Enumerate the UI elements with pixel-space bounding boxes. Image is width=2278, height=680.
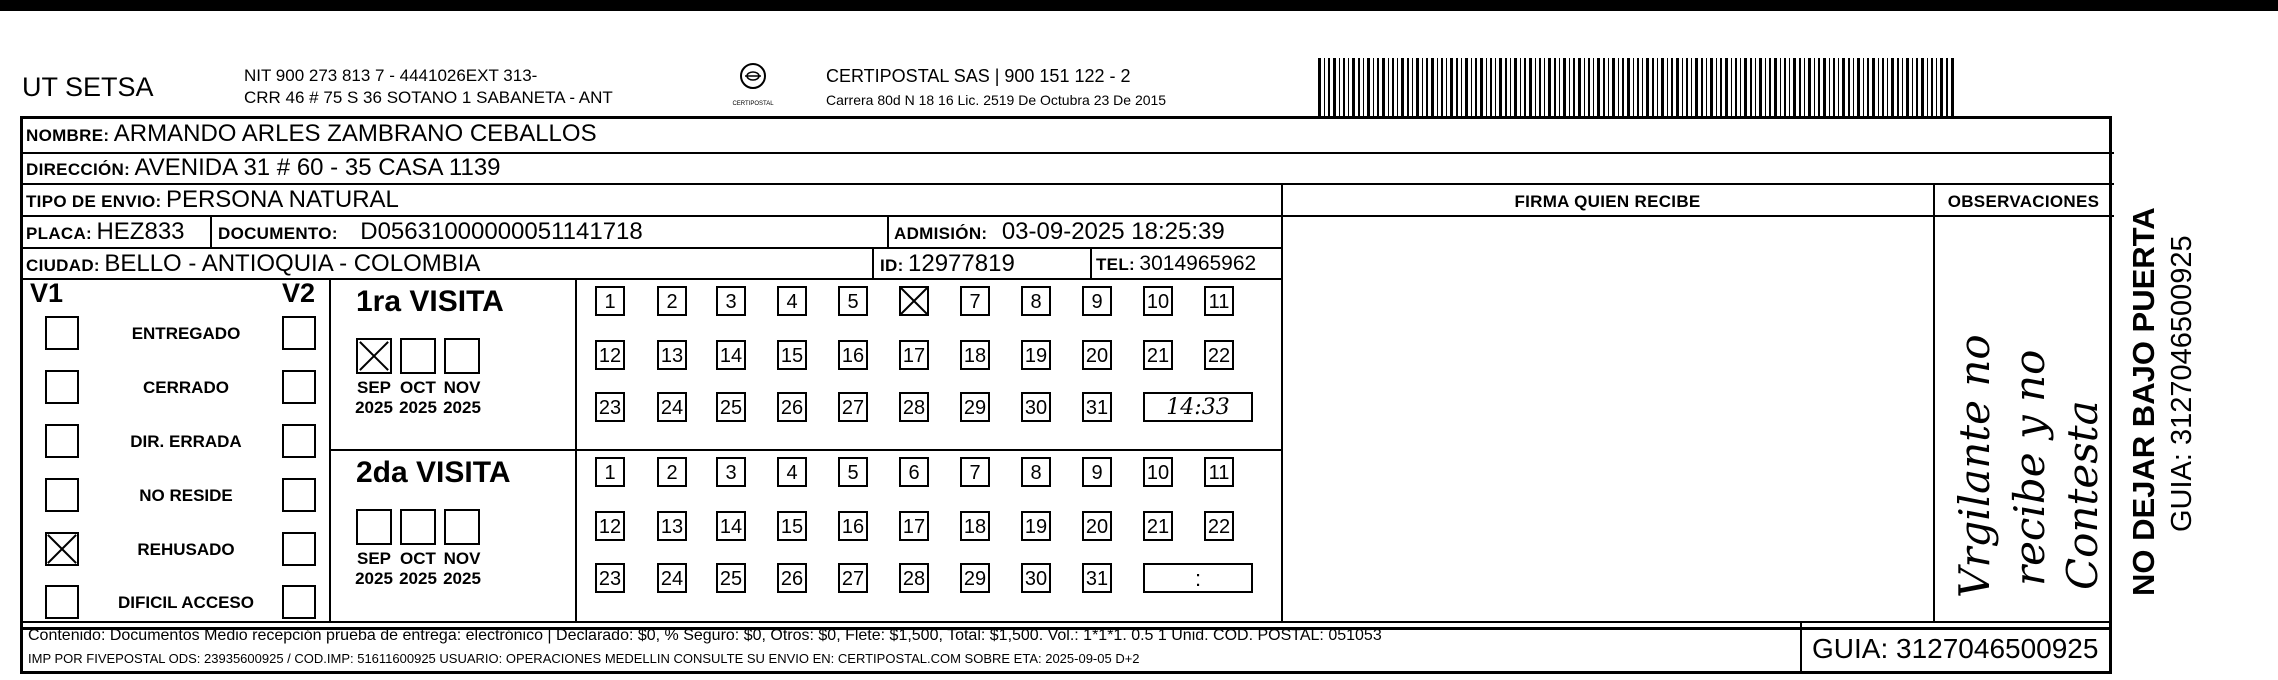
second-visit-day-28[interactable]: 28: [899, 563, 929, 593]
first-visit-day-25[interactable]: 25: [716, 392, 746, 422]
second-visit-day-25[interactable]: 25: [716, 563, 746, 593]
no-dejar-bajo-puerta: NO DEJAR BAJO PUERTA: [2126, 207, 2161, 596]
first-visit-month-nov-label: [437, 378, 487, 418]
status-label-4: NO RESIDE: [139, 486, 233, 505]
admision-row: [894, 218, 1225, 246]
first-visit-day-5[interactable]: 5: [838, 286, 868, 316]
first-visit-day-28[interactable]: 28: [899, 392, 929, 422]
admision-value: 03-09-2025 18:25:39: [1001, 218, 1225, 245]
second-visit-day-19[interactable]: 19: [1021, 511, 1051, 541]
observaciones-handwritten-1: Vrgilante no: [1950, 334, 1999, 598]
first-visit-day-12[interactable]: 12: [595, 340, 625, 370]
first-visit-day-6[interactable]: [899, 286, 929, 316]
placa-label: PLACA:: [26, 224, 93, 243]
nombre-label: NOMBRE:: [26, 126, 110, 145]
row-divider: [1282, 215, 2114, 217]
tipo-value: PERSONA NATURAL: [165, 186, 399, 213]
second-visit-day-12[interactable]: 12: [595, 511, 625, 541]
observaciones-handwritten-3: Contesta: [2058, 400, 2107, 590]
first-visit-day-14[interactable]: 14: [716, 340, 746, 370]
second-visit-time-box[interactable]: :: [1143, 563, 1253, 593]
v2-checkbox-4[interactable]: [282, 478, 316, 512]
v1-label: V1: [30, 278, 64, 308]
second-visit-day-5[interactable]: 5: [838, 457, 868, 487]
observaciones-handwritten-2: recibe y no: [2005, 349, 2054, 586]
observaciones-header: OBSERVACIONES: [1947, 192, 2100, 211]
second-visit-day-7[interactable]: 7: [960, 457, 990, 487]
nombre-row: [26, 120, 597, 148]
second-visit-day-21[interactable]: 21: [1143, 511, 1173, 541]
first-visit-day-18[interactable]: 18: [960, 340, 990, 370]
column-divider: [887, 215, 889, 247]
row-divider: [20, 247, 1282, 249]
second-visit-day-18[interactable]: 18: [960, 511, 990, 541]
first-visit-day-30[interactable]: 30: [1021, 392, 1051, 422]
first-visit-time-box[interactable]: 14:33: [1143, 392, 1253, 422]
first-visit-day-20[interactable]: 20: [1082, 340, 1112, 370]
carrier-line-1: CERTIPOSTAL SAS | 900 151 122 - 2: [826, 66, 1131, 86]
second-visit-day-10[interactable]: 10: [1143, 457, 1173, 487]
barcode: [1316, 58, 1956, 116]
admision-label: ADMISIÓN:: [894, 224, 988, 243]
second-visit-month-name: SEP: [356, 549, 392, 568]
first-visit-day-3[interactable]: 3: [716, 286, 746, 316]
v1-checkbox-2[interactable]: [45, 370, 79, 404]
v1-checkbox-1[interactable]: [45, 316, 79, 350]
second-visit-month-nov-label: [437, 549, 487, 589]
second-visit-day-22[interactable]: 22: [1204, 511, 1234, 541]
second-visit-day-11[interactable]: 11: [1204, 457, 1234, 487]
first-visit-month-sep-label: [349, 378, 399, 418]
side-guia: GUIA: 3127046500925: [2166, 235, 2198, 532]
second-visit-title: 2da VISITA: [356, 456, 511, 489]
tipo-row: [26, 186, 399, 214]
first-visit-day-27[interactable]: 27: [838, 392, 868, 422]
second-visit-day-27[interactable]: 27: [838, 563, 868, 593]
first-visit-month-name: SEP: [356, 378, 392, 397]
second-visit-month-name: OCT: [400, 549, 436, 568]
column-divider: [1090, 247, 1092, 278]
first-visit-day-8[interactable]: 8: [1021, 286, 1051, 316]
nombre-value: ARMANDO ARLES ZAMBRANO CEBALLOS: [113, 120, 597, 147]
placa-row: [26, 218, 185, 246]
status-label-2: CERRADO: [143, 378, 229, 397]
first-visit-day-2[interactable]: 2: [657, 286, 687, 316]
row-divider: [20, 183, 2114, 185]
first-visit-day-31[interactable]: 31: [1082, 392, 1112, 422]
firma-header: FIRMA QUIEN RECIBE: [1514, 192, 1701, 211]
footer-line-1: Contenido: Documentos Medio recepción prueba de entrega: electrónico | Declarado: $0, % Seguro: $0, Otros: $0, Flete: $1,500, Total: $1,500. Vol.: 1*1*1. 0.5 1 Unid. COD. POSTAL: 051053: [28, 627, 1382, 644]
v2-checkbox-5[interactable]: [282, 532, 316, 566]
first-visit-day-21[interactable]: 21: [1143, 340, 1173, 370]
first-visit-day-17[interactable]: 17: [899, 340, 929, 370]
v2-label: V2: [282, 278, 316, 308]
certipostal-logo: [720, 62, 786, 107]
firma-column-left: [1281, 183, 1283, 621]
second-visit-day-14[interactable]: 14: [716, 511, 746, 541]
v1-checkbox-3[interactable]: [45, 424, 79, 458]
second-visit-day-4[interactable]: 4: [777, 457, 807, 487]
documento-value: D05631000000051141718: [360, 218, 643, 245]
nit-line-2: CRR 46 # 75 S 36 SOTANO 1 SABANETA - ANT: [244, 88, 613, 107]
id-value: 12977819: [908, 250, 1015, 277]
second-visit-day-8[interactable]: 8: [1021, 457, 1051, 487]
first-visit-day-23[interactable]: 23: [595, 392, 625, 422]
second-visit-month-nov-checkbox[interactable]: [444, 509, 480, 545]
second-visit-day-24[interactable]: 24: [657, 563, 687, 593]
second-visit-month-year: 2025: [399, 569, 437, 588]
first-visit-month-oct-label: [393, 378, 443, 418]
firma-area[interactable]: [1284, 218, 1932, 620]
second-visit-month-year: 2025: [443, 569, 481, 588]
first-visit-day-9[interactable]: 9: [1082, 286, 1112, 316]
ciudad-value: BELLO - ANTIOQUIA - COLOMBIA: [104, 250, 481, 277]
documento-row: [218, 218, 643, 246]
visits-divider: [329, 449, 1282, 451]
direccion-label: DIRECCIÓN:: [26, 160, 131, 179]
second-visit-day-13[interactable]: 13: [657, 511, 687, 541]
first-visit-day-22[interactable]: 22: [1204, 340, 1234, 370]
second-visit-month-sep-label: [349, 549, 399, 589]
first-visit-day-4[interactable]: 4: [777, 286, 807, 316]
first-visit-day-10[interactable]: 10: [1143, 286, 1173, 316]
first-visit-day-7[interactable]: 7: [960, 286, 990, 316]
tipo-label: TIPO DE ENVIO:: [26, 192, 162, 211]
first-visit-day-24[interactable]: 24: [657, 392, 687, 422]
first-visit-month-year: 2025: [355, 398, 393, 417]
first-visit-day-1[interactable]: 1: [595, 286, 625, 316]
second-visit-month-year: 2025: [355, 569, 393, 588]
tel-row: [1096, 252, 1256, 276]
second-visit-month-sep-checkbox[interactable]: [356, 509, 392, 545]
status-label-5: REHUSADO: [137, 540, 235, 559]
v2-checkbox-2[interactable]: [282, 370, 316, 404]
v2-checkbox-1[interactable]: [282, 316, 316, 350]
second-visit-day-26[interactable]: 26: [777, 563, 807, 593]
observaciones-column-left: [1933, 183, 1935, 621]
direccion-value: AVENIDA 31 # 60 - 35 CASA 1139: [134, 154, 501, 181]
ciudad-row: [26, 250, 480, 278]
documento-label: DOCUMENTO:: [218, 224, 338, 243]
second-visit-day-30[interactable]: 30: [1021, 563, 1051, 593]
tel-value: 3014965962: [1139, 252, 1257, 275]
row-divider: [20, 278, 1282, 280]
first-visit-day-26[interactable]: 26: [777, 392, 807, 422]
id-label: ID:: [880, 256, 904, 275]
company-name: UT SETSA: [22, 72, 154, 102]
first-visit-day-29[interactable]: 29: [960, 392, 990, 422]
first-visit-month-name: OCT: [400, 378, 436, 397]
second-visit-day-17[interactable]: 17: [899, 511, 929, 541]
second-visit-day-9[interactable]: 9: [1082, 457, 1112, 487]
second-visit-day-1[interactable]: 1: [595, 457, 625, 487]
column-divider: [210, 215, 212, 247]
nit-line-1: NIT 900 273 813 7 - 4441026EXT 313-: [244, 66, 538, 85]
second-visit-day-31[interactable]: 31: [1082, 563, 1112, 593]
direccion-row: [26, 154, 501, 182]
second-visit-day-2[interactable]: 2: [657, 457, 687, 487]
footer-guia: GUIA: 3127046500925: [1812, 633, 2099, 664]
first-visit-title: 1ra VISITA: [356, 285, 504, 318]
second-visit-day-20[interactable]: 20: [1082, 511, 1112, 541]
placa-value: HEZ833: [96, 218, 185, 245]
first-visit-month-year: 2025: [443, 398, 481, 417]
status-label-1: ENTREGADO: [131, 324, 241, 343]
v1-checkbox-5[interactable]: [45, 532, 79, 566]
footer-line-2: IMP POR FIVEPOSTAL ODS: 23935600925 / COD.IMP: 51611600925 USUARIO: OPERACIONES MEDELLIN CONSULTE SU ENVIO EN: CERTIPOSTAL.COM SOBRE ETA: 2025-09-05 D+2: [28, 651, 1140, 666]
second-visit-day-29[interactable]: 29: [960, 563, 990, 593]
second-visit-day-23[interactable]: 23: [595, 563, 625, 593]
second-visit-day-15[interactable]: 15: [777, 511, 807, 541]
first-visit-month-nov-checkbox[interactable]: [444, 338, 480, 374]
id-row: [880, 250, 1015, 278]
second-visit-month-name: NOV: [443, 549, 481, 568]
first-visit-day-15[interactable]: 15: [777, 340, 807, 370]
v1-checkbox-4[interactable]: [45, 478, 79, 512]
top-black-border: [0, 0, 2278, 11]
status-label-3: DIR. ERRADA: [130, 432, 242, 451]
status-label-6: DIFICIL ACCESO: [117, 593, 254, 612]
second-visit-month-oct-checkbox[interactable]: [400, 509, 436, 545]
carrier-line-2: Carrera 80d N 18 16 Lic. 2519 De Octubra 23 De 2015: [826, 92, 1167, 108]
tel-label: TEL:: [1096, 255, 1135, 274]
v2-checkbox-6[interactable]: [282, 585, 316, 619]
first-visit-month-oct-checkbox[interactable]: [400, 338, 436, 374]
first-visit-month-name: NOV: [443, 378, 481, 397]
ciudad-label: CIUDAD:: [26, 256, 100, 275]
second-visit-day-6[interactable]: 6: [899, 457, 929, 487]
logo-text: CERTIPOSTAL: [732, 101, 774, 107]
first-visit-day-13[interactable]: 13: [657, 340, 687, 370]
footer-guia-divider: [1800, 621, 1802, 674]
first-visit-month-sep-checkbox[interactable]: [356, 338, 392, 374]
first-visit-day-19[interactable]: 19: [1021, 340, 1051, 370]
v2-checkbox-3[interactable]: [282, 424, 316, 458]
second-visit-month-oct-label: [393, 549, 443, 589]
column-divider: [872, 247, 874, 278]
second-visit-day-16[interactable]: 16: [838, 511, 868, 541]
second-visit-day-3[interactable]: 3: [716, 457, 746, 487]
first-visit-month-year: 2025: [399, 398, 437, 417]
v1-checkbox-6[interactable]: [45, 585, 79, 619]
first-visit-day-11[interactable]: 11: [1204, 286, 1234, 316]
first-visit-day-16[interactable]: 16: [838, 340, 868, 370]
